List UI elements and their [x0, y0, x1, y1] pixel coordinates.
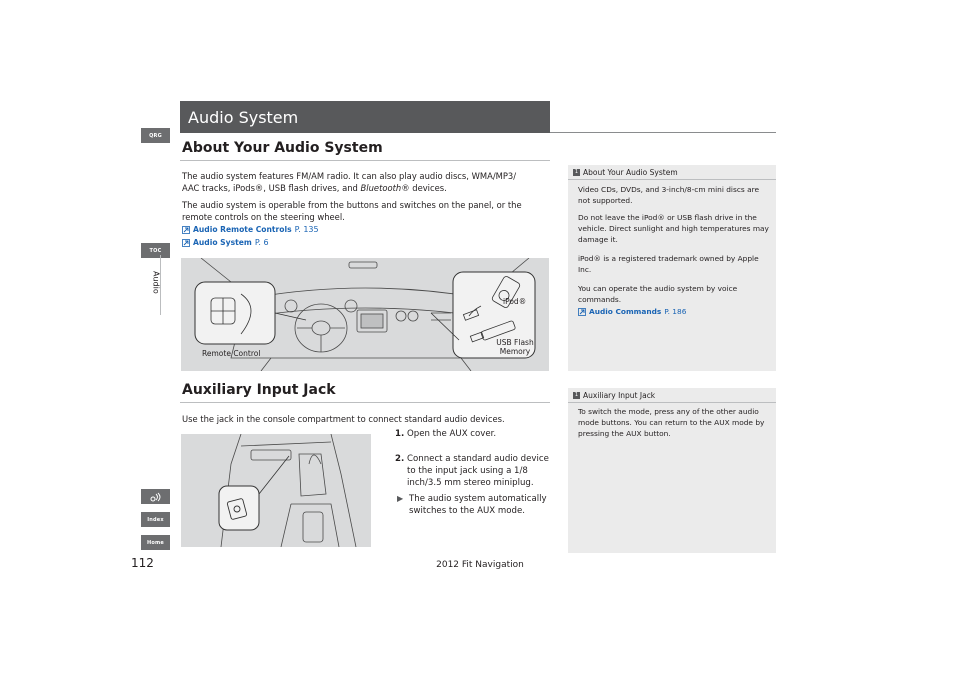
chapter-label: Audio [151, 270, 161, 294]
callout-usb-flash-memory: USB Flash Memory [496, 338, 534, 356]
cross-reference-icon [182, 226, 190, 234]
section-rule [180, 160, 550, 161]
page-header [180, 101, 550, 133]
document-footer: 2012 Fit Navigation [436, 560, 524, 570]
note-title-aux: 1 Auxiliary Input Jack [574, 391, 656, 400]
xref-audio-commands[interactable]: Audio Commands P. 186 [578, 307, 686, 316]
section-title-aux: Auxiliary Input Jack [182, 382, 336, 398]
note-discs-not-supported: Video CDs, DVDs, and 3-inch/8-cm mini discs are not supported. [578, 185, 760, 205]
note-rule [568, 402, 776, 403]
step-2: 2. Connect a standard audio device to the input jack using a 1/8 inch/3.5 mm stereo miniplug. [395, 454, 549, 488]
note-switch-mode: To switch the mode, press any of the other audio mode buttons. You can return to the AUX mode by pressing the AUX button. [578, 407, 765, 438]
note-marker-icon: 1 [574, 169, 579, 175]
aux-intro: Use the jack in the console compartment to connect standard audio devices. [182, 414, 505, 424]
page-title: Audio System [188, 107, 299, 127]
xref-audio-remote-controls[interactable]: Audio Remote Controls P. 135 [182, 225, 319, 234]
section-rule [180, 402, 550, 403]
callout-ipod: iPod® [503, 297, 527, 306]
console-illustration [181, 434, 371, 547]
callout-remote-control: Remote Control [202, 349, 261, 358]
note-ipod-sunlight: Do not leave the iPod® or USB flash drive in the vehicle. Direct sunlight and high temperatures may damage it. [578, 213, 769, 244]
note-marker-icon: 1 [574, 392, 579, 398]
step-1: 1. Open the AUX cover. [395, 429, 497, 439]
note-rule [568, 179, 776, 180]
nav-tab-home[interactable]: Home [141, 535, 170, 550]
section-title-about: About Your Audio System [182, 140, 383, 156]
note-title-about: 1 About Your Audio System [574, 168, 678, 177]
cross-reference-icon [578, 308, 586, 316]
header-rule [550, 132, 776, 133]
nav-tab-toc[interactable]: TOC [141, 243, 170, 258]
xref-audio-system[interactable]: Audio System P. 6 [182, 238, 269, 247]
step-2-result: ▶ The audio system automatically switches to the AUX mode. [397, 494, 547, 516]
result-arrow-icon: ▶ [397, 494, 404, 503]
nav-tab-index[interactable]: Index [141, 512, 170, 527]
cross-reference-icon [182, 239, 190, 247]
intro-paragraph: The audio system features FM/AM radio. It can also play audio discs, WMA/MP3/ AAC tracks, iPods®, USB flash drives, and Bluetooth® devices. [182, 171, 517, 193]
page-number: 112 [131, 556, 154, 570]
operation-paragraph: The audio system is operable from the buttons and switches on the panel, or the remote controls on the steering wheel. [182, 200, 522, 222]
nav-tab-qrg[interactable]: QRG [141, 128, 170, 143]
note-voice-commands: You can operate the audio system by voice commands. [578, 284, 738, 304]
console-drawing [181, 434, 371, 547]
note-ipod-trademark: iPod® is a registered trademark owned by Apple Inc. [578, 254, 759, 274]
voice-command-button[interactable] [141, 489, 170, 504]
voice-command-icon [150, 492, 162, 502]
